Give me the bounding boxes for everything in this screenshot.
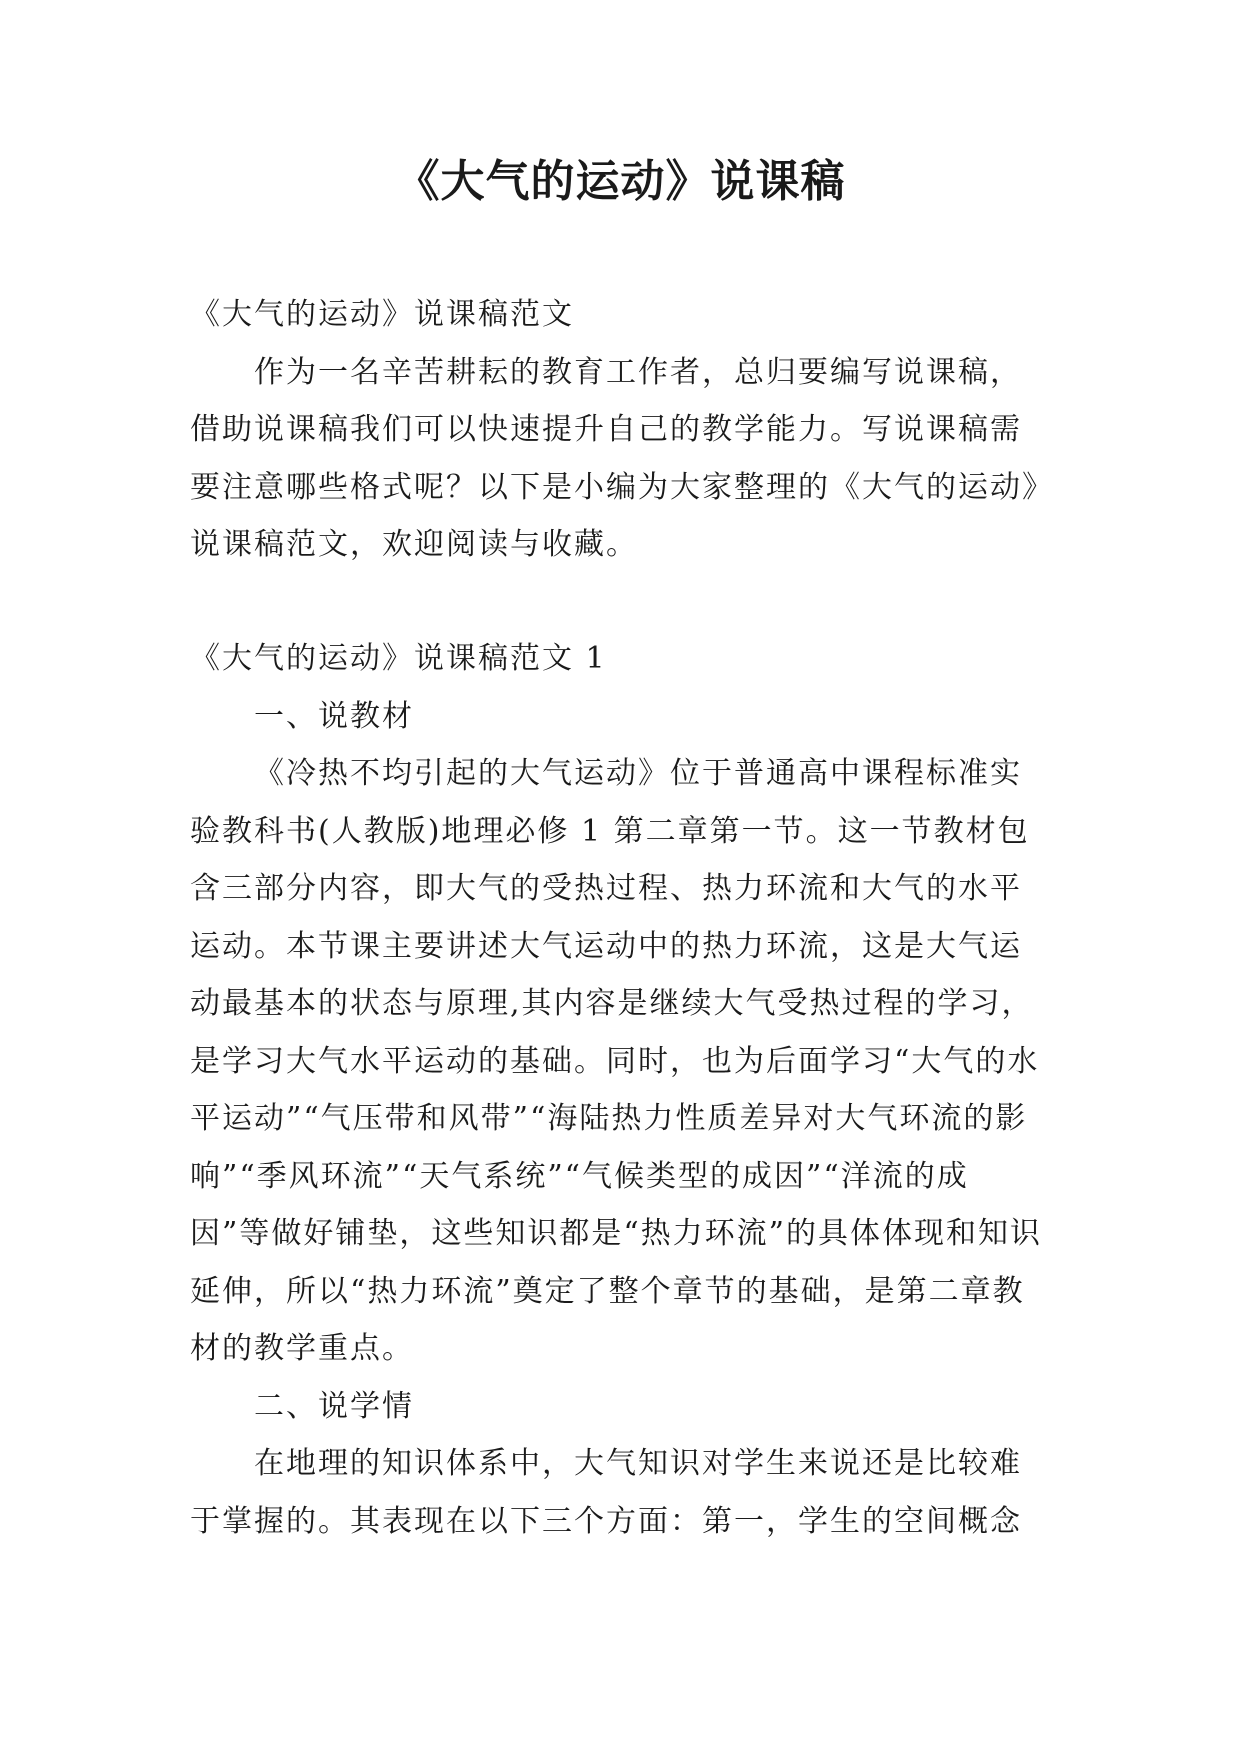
section-1-block bbox=[190, 630, 1050, 1550]
part-1-paragraph: 《冷热不均引起的大气运动》位于普通高中课程标准实验教科书(人教版)地理必修 1 第二章第一节。这一节教材包含三部分内容，即大气的受热过程、热力环流和大气的水平运动。本节课主要讲述大气运动中的热力环流，这是大气运动最基本的状态与原理,其内容是继续大气受热过程的学习，是学习大气水平运动的基础。同时，也为后面学习“大气的水平运动”“气压带和风带”“海陆热力性质差异对大气环流的影响”“季风环流”“天气系统”“气候类型的成因”“洋流的成因”等做好铺垫，这些知识都是“热力环流”的具体体现和知识延伸，所以“热力环流”奠定了整个章节的基础，是第二章教材的教学重点。 bbox=[190, 756, 1043, 1366]
document-title: 《大气的运动》说课稿 bbox=[395, 156, 846, 207]
intro-block bbox=[190, 286, 1050, 574]
part-2-paragraph: 在地理的知识体系中，大气知识对学生来说还是比较难于掌握的。其表现在以下三个方面：第一，学生的空间概念 bbox=[190, 1446, 1022, 1539]
part-2-heading: 二、说学情 bbox=[254, 1388, 414, 1424]
section-1-heading: 《大气的运动》说课稿范文 1 bbox=[190, 641, 607, 676]
part-1-heading: 一、说教材 bbox=[254, 698, 414, 734]
intro-paragraph: 作为一名辛苦耕耘的教育工作者，总归要编写说课稿，借助说课稿我们可以快速提升自己的教学能力。写说课稿需要注意哪些格式呢？以下是小编为大家整理的《大气的运动》说课稿范文，欢迎阅读与收藏。 bbox=[190, 354, 1039, 562]
intro-heading: 《大气的运动》说课稿范文 bbox=[190, 297, 574, 332]
